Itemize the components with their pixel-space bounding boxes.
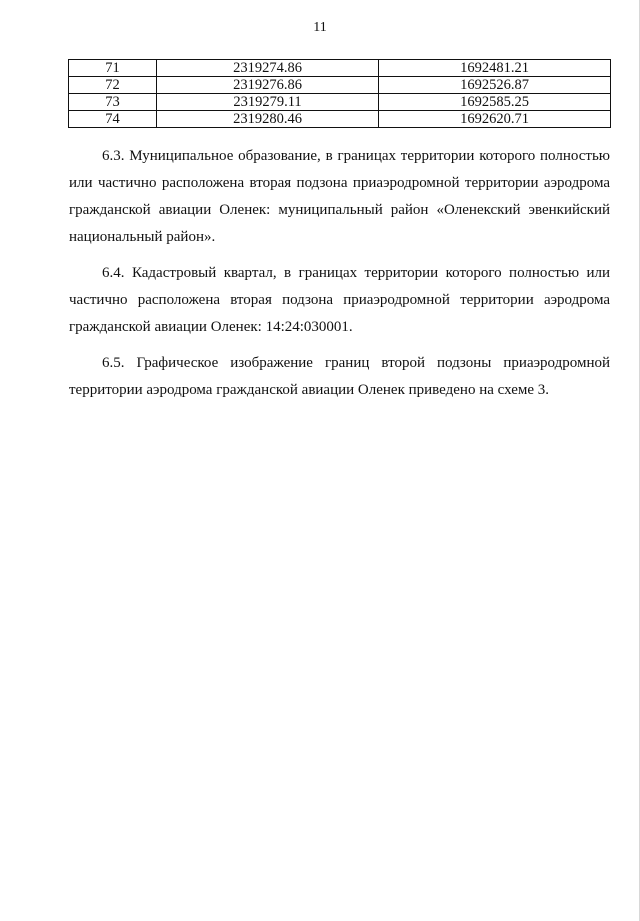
page-number: 11	[313, 20, 327, 35]
y-coordinate-cell: 1692585.25	[379, 94, 611, 111]
y-coordinate-cell: 1692526.87	[379, 77, 611, 94]
point-number-cell: 72	[69, 77, 157, 94]
x-coordinate-cell: 2319276.86	[157, 77, 379, 94]
point-number-cell: 73	[69, 94, 157, 111]
x-coordinate-cell: 2319279.11	[157, 94, 379, 111]
table-row	[69, 77, 611, 94]
point-number-cell: 71	[69, 60, 157, 77]
y-coordinate-cell: 1692481.21	[379, 60, 611, 77]
paragraph-6-5: 6.5. Графическое изображение границ второй подзоны приаэродромной территории аэродрома гражданской авиации Оленек приведено на схеме 3.	[69, 355, 610, 398]
table-row	[69, 94, 611, 111]
paragraph-6-3: 6.3. Муниципальное образование, в границах территории которого полностью или частично расположена вторая подзона приаэродромной территории аэродрома гражданской авиации Оленек: муниципальный район «Оленекский эвенкийский национальный район».	[69, 148, 610, 245]
document-body	[69, 143, 610, 413]
table-row	[69, 60, 611, 77]
y-coordinate-cell: 1692620.71	[379, 111, 611, 128]
table-row	[69, 111, 611, 128]
x-coordinate-cell: 2319280.46	[157, 111, 379, 128]
x-coordinate-cell: 2319274.86	[157, 60, 379, 77]
coordinates-table	[68, 59, 611, 128]
paragraph-6-4: 6.4. Кадастровый квартал, в границах территории которого полностью или частично расположена вторая подзона приаэродромной территории аэродрома гражданской авиации Оленек: 14:24:030001.	[69, 265, 610, 335]
point-number-cell: 74	[69, 111, 157, 128]
